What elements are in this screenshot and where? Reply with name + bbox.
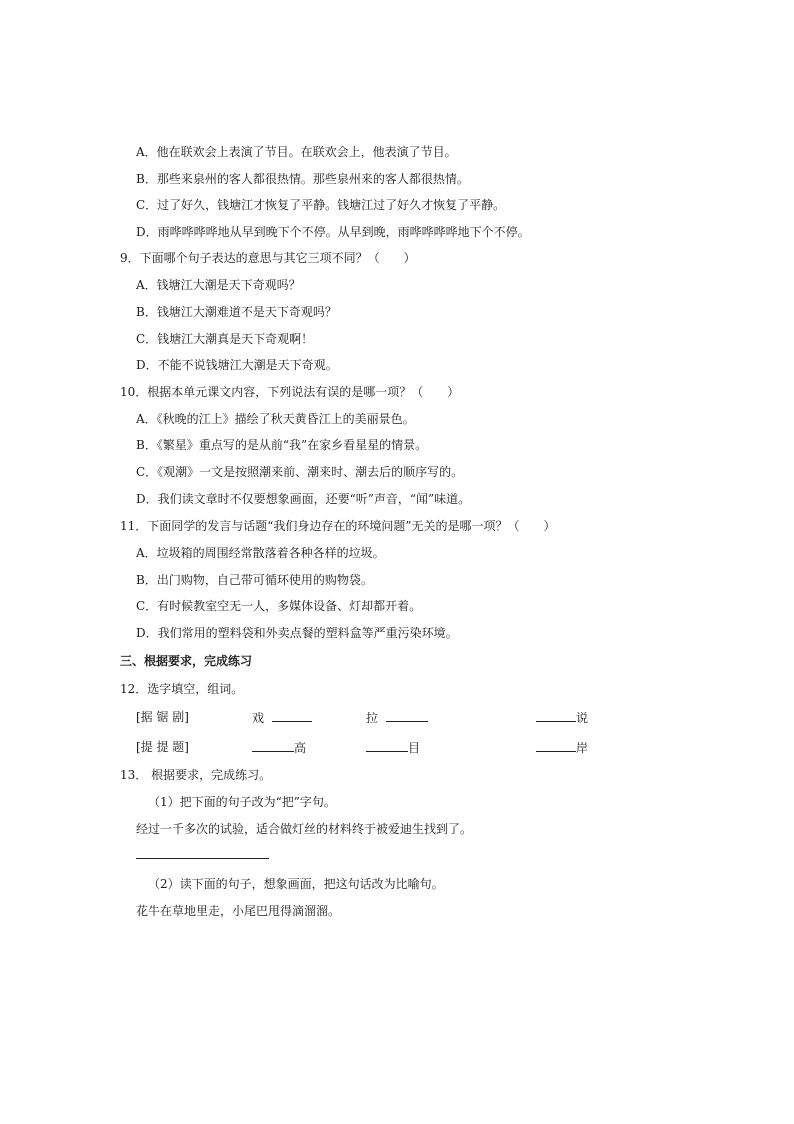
q12-row2-item3 xyxy=(536,739,588,756)
q11-option-b: B．出门购物，自己带可循环使用的购物袋。 xyxy=(136,573,373,587)
q12-row2-blank3[interactable] xyxy=(536,739,576,752)
q9-option-c: C．钱塘江大潮真是天下奇观啊！ xyxy=(136,332,314,346)
q12-row2-group: [提 提 题] xyxy=(136,740,189,754)
q8-option-d: D．雨哗哗哗哗地从早到晚下个不停。从早到晚，雨哗哗哗哗地下个不停。 xyxy=(136,225,530,239)
q12-row2-blank1[interactable] xyxy=(252,739,294,752)
q8-option-a: A．他在联欢会上表演了节目。在联欢会上，他表演了节目。 xyxy=(136,145,457,159)
q10-option-c: C．《观潮》一文是按照潮来前、潮来时、潮去后的顺序写的。 xyxy=(136,465,464,479)
q9-option-b: B．钱塘江大潮难道不是天下奇观吗？ xyxy=(136,305,337,319)
q12-row2-word1: 高 xyxy=(294,741,307,755)
q11-option-d: D．我们常用的塑料袋和外卖点餐的塑料盒等严重污染环境。 xyxy=(136,626,458,640)
q12-row1-group: [据 锯 剧] xyxy=(136,710,189,724)
q9-option-d: D．不能不说钱塘江大潮是天下奇观。 xyxy=(136,358,338,372)
q12-row1-item1 xyxy=(252,709,312,726)
q12-row1-item3 xyxy=(536,709,588,726)
q12-row1-blank2[interactable] xyxy=(386,709,428,722)
q9-stem: 9．下面哪个句子表达的意思与其它三项不同？（ ） xyxy=(120,251,416,265)
q12-row1-word1: 戏 xyxy=(252,711,265,725)
section-heading: 三、根据要求，完成练习 xyxy=(120,654,253,668)
q13-part2-label: （2）读下面的句子，想象画面，把这句话改为比喻句。 xyxy=(148,877,444,891)
q12-row2-word2: 目 xyxy=(408,741,421,755)
q11-stem: 11．下面同学的发言与话题“我们身边存在的环境问题”无关的是哪一项？（ ） xyxy=(120,519,556,533)
q12-row1-word3: 说 xyxy=(576,711,589,725)
q12-row2-item1 xyxy=(252,739,306,756)
q13-part1-label: （1）把下面的句子改为“把”字句。 xyxy=(148,795,336,809)
q12-row2-word3: 岸 xyxy=(576,741,589,755)
q10-option-b: B．《繁星》重点写的是从前“我”在家乡看星星的情景。 xyxy=(136,438,428,452)
q12-row1-blank1[interactable] xyxy=(272,709,312,722)
q10-option-d: D．我们读文章时不仅要想象画面，还要“听”声音，“闻”味道。 xyxy=(136,492,471,506)
q12-row2-item2 xyxy=(366,739,420,756)
q13-stem: 13． 根据要求，完成练习。 xyxy=(120,768,272,782)
q11-option-c: C．有时候教室空无一人，多媒体设备、灯却都开着。 xyxy=(136,599,422,613)
q11-option-a: A．垃圾箱的周围经常散落着各种各样的垃圾。 xyxy=(136,546,385,560)
q9-option-a: A．钱塘江大潮是天下奇观吗？ xyxy=(136,278,301,292)
q12-row2-blank2[interactable] xyxy=(366,739,408,752)
q13-part1-answer-line[interactable] xyxy=(136,858,269,859)
q13-part1-sentence: 经过一千多次的试验，适合做灯丝的材料终于被爱迪生找到了。 xyxy=(136,822,473,836)
q8-option-c: C．过了好久，钱塘江才恢复了平静。钱塘江过了好久才恢复了平静。 xyxy=(136,198,506,212)
q13-part2-sentence: 花牛在草地里走，小尾巴甩得滴溜溜。 xyxy=(136,904,341,918)
q8-option-b: B．那些来泉州的客人都很热情。那些泉州来的客人都很热情。 xyxy=(136,172,469,186)
q10-option-a: A．《秋晚的江上》描绘了秋天黄昏江上的美丽景色。 xyxy=(136,412,415,426)
q12-row1-blank3[interactable] xyxy=(536,709,576,722)
q12-row1-word2: 拉 xyxy=(366,711,379,725)
q12-row1-item2 xyxy=(366,709,428,726)
q12-stem: 12．选字填空，组词。 xyxy=(120,682,244,696)
q10-stem: 10．根据本单元课文内容，下列说法有误的是哪一项？（ ） xyxy=(120,385,460,399)
